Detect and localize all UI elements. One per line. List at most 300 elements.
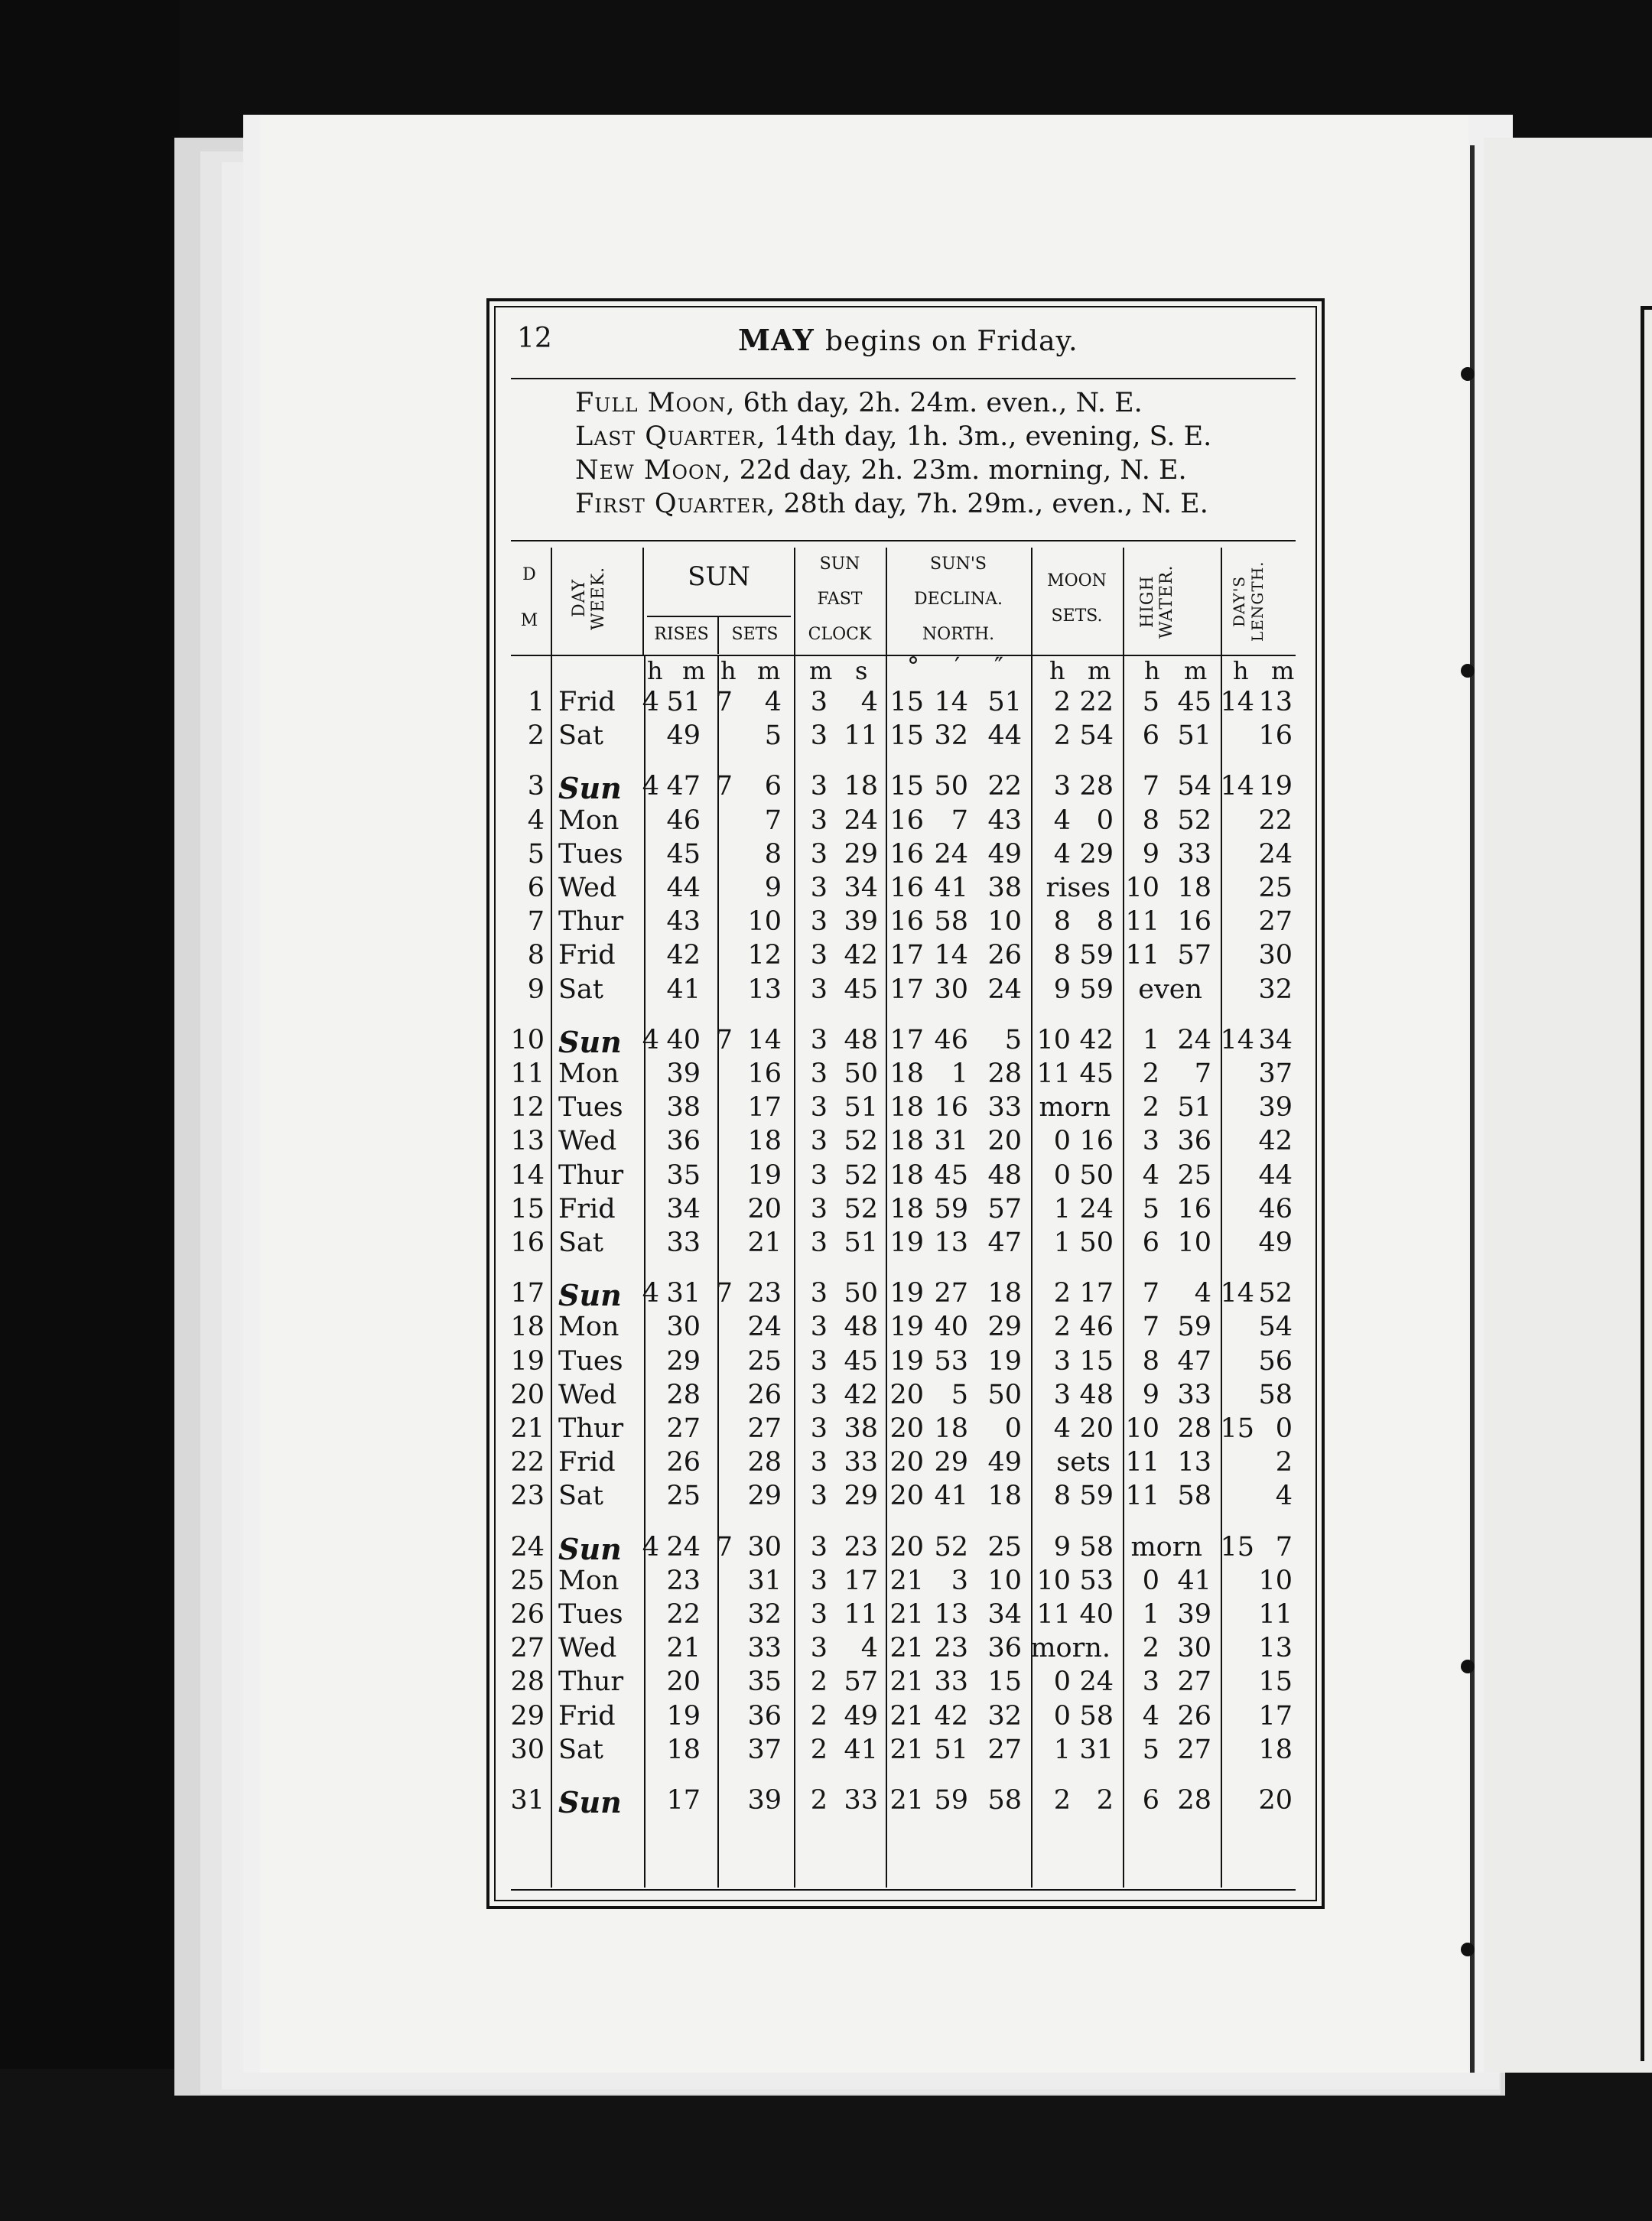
day-of-month-cell: 15 [510,1193,545,1224]
phase-details: , 22d day, 2h. 23m. morning, N. E. [722,455,1187,486]
declination-seconds-cell: 33 [987,1092,1022,1124]
high-water-hour-cell: 2 [1142,1092,1159,1124]
declination-degrees-cell: 20 [889,1481,924,1512]
weekday-cell: Sun [558,771,622,806]
declination-degrees-cell: 17 [889,940,924,971]
declination-degrees-cell: 19 [889,1312,924,1343]
day-length-hours-cell: 15 [1220,1413,1254,1444]
declination-degrees-cell: 21 [889,1599,924,1630]
declination-seconds-cell: 25 [987,1531,1022,1563]
high-water-minute-cell: 51 [1177,1092,1211,1124]
sunset-minute-cell: 29 [747,1481,782,1512]
high-water-minute-cell: 16 [1177,906,1211,938]
day-of-month-cell: 7 [527,906,545,938]
day-length-minutes-cell: 58 [1258,1379,1293,1410]
sun-fast-minutes-cell: 3 [810,1159,828,1191]
sunset-minute-cell: 16 [747,1058,782,1089]
high-water-minute-cell: 13 [1177,1447,1211,1478]
weekday-cell: Sun [558,1024,622,1059]
declination-degrees-cell: 21 [889,1700,924,1732]
day-of-month-cell: 29 [510,1700,545,1732]
weekday-cell: Tues [558,1599,623,1630]
table-row [511,839,1296,873]
weekday-cell: Frid [558,1193,616,1224]
high-water-hour-cell: 7 [1142,1278,1159,1309]
declination-seconds-cell: 27 [987,1734,1022,1765]
declination-seconds-cell: 19 [987,1345,1022,1377]
sun-fast-seconds-cell: 51 [844,1092,878,1124]
sun-fast-seconds-cell: 11 [844,720,878,752]
facing-page [1484,138,1652,2073]
table-bottom-rule [511,1889,1296,1891]
sunrise-minute-cell: 45 [666,838,701,870]
moon-hour-cell: 10 [1036,1565,1071,1596]
header-rule [1031,548,1032,655]
col-header-d: D [522,565,536,584]
sunrise-minute-cell: 40 [666,1024,701,1055]
col-header-sets: SETS [731,625,779,644]
day-length-minutes-cell: 32 [1258,974,1293,1005]
high-water-hour-cell: 5 [1142,687,1159,717]
declination-minutes-cell: 18 [934,1413,968,1444]
scan-background-left [0,0,180,2221]
header-rule [886,548,887,655]
table-row [511,1126,1296,1159]
declination-seconds-cell: 5 [1004,1024,1022,1055]
day-length-hours-cell: 14 [1220,1278,1254,1309]
weekday-cell: Sat [558,1228,603,1258]
sunrise-hour-cell: 4 [642,771,659,802]
day-length-hours-cell: 14 [1220,771,1254,802]
day-length-minutes-cell: 56 [1258,1345,1293,1377]
sunrise-minute-cell: 47 [666,771,701,802]
sun-fast-seconds-cell: 41 [844,1734,878,1765]
sunrise-minute-cell: 25 [666,1481,701,1512]
high-water-minute-cell: 27 [1177,1667,1211,1698]
high-water-hour-cell: 1 [1142,1024,1159,1055]
table-row [511,805,1296,839]
moon-hour-cell: 2 [1053,687,1071,717]
declination-degrees-cell: 18 [889,1126,924,1157]
sun-fast-minutes-cell: 3 [810,1345,828,1377]
moon-minute-cell: 2 [1096,1785,1114,1816]
declination-seconds-cell: 18 [987,1481,1022,1512]
declination-seconds-cell: 10 [987,906,1022,938]
declination-minutes-cell: 50 [934,771,968,802]
day-length-minutes-cell: 7 [1275,1531,1293,1563]
moon-minute-cell: 8 [1096,906,1114,938]
moon-hour-cell: 3 [1053,771,1071,802]
sun-fast-minutes-cell: 3 [810,771,828,802]
sun-fast-minutes-cell: 3 [810,1126,828,1157]
sun-fast-seconds-cell: 52 [844,1159,878,1191]
high-water-minute-cell: 59 [1177,1312,1211,1343]
table-row [511,1025,1296,1058]
high-water-hour-cell: 11 [1125,906,1159,938]
moon-minute-cell: 28 [1079,771,1114,802]
sun-fast-seconds-cell: 52 [844,1126,878,1157]
binding-gutter [1470,145,1475,2073]
table-row [511,1058,1296,1092]
sunrise-minute-cell: 35 [666,1159,701,1191]
sun-fast-minutes-cell: 2 [810,1734,828,1765]
declination-degrees-cell: 20 [889,1447,924,1478]
high-water-minute-cell: 45 [1177,687,1211,717]
day-of-month-cell: 23 [510,1481,545,1512]
moon-minute-cell: 24 [1079,1193,1114,1224]
high-water-hour-cell: 10 [1125,1413,1159,1444]
sunrise-hour-cell: 4 [642,1278,659,1309]
table-row [511,1160,1296,1194]
sunset-minute-cell: 28 [747,1447,782,1478]
moon-phases [575,386,1211,521]
month-begins-text: begins on Friday. [825,326,1078,357]
declination-minutes-cell: 27 [934,1278,968,1309]
sunset-hour-cell: 7 [715,1278,733,1309]
table-row [511,1566,1296,1599]
phase-name: Last Quarter [575,421,757,452]
weekday-cell: Thur [558,1413,624,1444]
high-water-hour-cell: 11 [1125,1481,1159,1512]
col-header-high-water: HIGH WATER. [1138,564,1176,639]
moon-minute-cell: 0 [1096,805,1114,836]
sun-fast-minutes-cell: 3 [810,1024,828,1055]
day-length-minutes-cell: 39 [1258,1092,1293,1124]
weekday-cell: Thur [558,1667,624,1698]
day-length-minutes-cell: 30 [1258,940,1293,971]
declination-minutes-cell: 41 [934,1481,968,1512]
declination-minutes-cell: 51 [934,1734,968,1765]
high-water-hour-cell: 3 [1142,1126,1159,1157]
sunset-minute-cell: 8 [764,838,782,870]
moon-minute-cell: 59 [1079,940,1114,971]
sunrise-minute-cell: 46 [666,805,701,836]
table-row [511,1735,1296,1768]
table-row [511,1481,1296,1514]
sun-fast-minutes-cell: 3 [810,838,828,870]
moon-hour-cell: 1 [1053,1193,1071,1224]
declination-seconds-cell: 29 [987,1312,1022,1343]
sunset-hour-cell: 7 [715,771,733,802]
declination-minutes-cell: 46 [934,1024,968,1055]
high-water-hour-cell: 2 [1142,1058,1159,1089]
moon-hour-cell: morn. [1030,1633,1111,1664]
moon-minute-cell: 42 [1079,1024,1114,1055]
declination-minutes-cell: 1 [951,1058,968,1089]
sunset-minute-cell: 39 [747,1785,782,1816]
sun-fast-seconds-cell: 50 [844,1058,878,1089]
header-rule [794,548,795,655]
day-length-minutes-cell: 11 [1258,1599,1293,1630]
table-top-rule [511,540,1296,541]
moon-phase-new [575,454,1211,487]
moon-hour-cell: 8 [1053,940,1071,971]
day-of-month-cell: 1 [527,687,545,717]
sun-fast-minutes-cell: 3 [810,974,828,1005]
declination-seconds-cell: 49 [987,838,1022,870]
high-water-minute-cell: 33 [1177,1379,1211,1410]
weekday-cell: Sun [558,1278,622,1313]
high-water-minute-cell: 41 [1177,1565,1211,1596]
high-water-minute-cell: 33 [1177,838,1211,870]
day-of-month-cell: 6 [527,873,545,903]
sun-fast-seconds-cell: 52 [844,1193,878,1224]
high-water-minute-cell: 18 [1177,873,1211,903]
high-water-hour-cell: 4 [1142,1159,1159,1191]
sunset-hour-cell: 7 [715,1531,733,1563]
moon-minute-cell: 22 [1079,687,1114,717]
unit-arcmin: ′ [954,652,961,681]
phase-details: , 28th day, 7h. 29m., even., N. E. [766,489,1208,519]
moon-minute-cell: 59 [1079,974,1114,1005]
sunrise-minute-cell: 41 [666,974,701,1005]
unit-h: h [1144,656,1160,685]
day-of-month-cell: 28 [510,1667,545,1698]
declination-seconds-cell: 43 [987,805,1022,836]
high-water-minute-cell: 25 [1177,1159,1211,1191]
col-header-sun-fast-3: CLOCK [808,625,872,644]
weekday-cell: Tues [558,1092,623,1124]
sunrise-minute-cell: 42 [666,940,701,971]
sun-fast-minutes-cell: 3 [810,1278,828,1309]
moon-hour-cell: 1 [1053,1734,1071,1765]
declination-seconds-cell: 26 [987,940,1022,971]
declination-seconds-cell: 57 [987,1193,1022,1224]
high-water-hour-cell: 7 [1142,771,1159,802]
sunrise-minute-cell: 26 [666,1447,701,1478]
table-row [511,1599,1296,1633]
declination-degrees-cell: 15 [889,687,924,717]
declination-seconds-cell: 51 [987,687,1022,717]
declination-minutes-cell: 45 [934,1159,968,1191]
table-row [511,1447,1296,1481]
sunset-hour-cell: 7 [715,687,733,717]
moon-minute-cell: 31 [1079,1734,1114,1765]
moon-minute-cell: 53 [1079,1565,1114,1596]
phase-name: First Quarter [575,489,767,519]
high-water-minute-cell: 24 [1177,1024,1211,1055]
day-length-minutes-cell: 0 [1275,1413,1293,1444]
day-of-month-cell: 20 [510,1379,545,1410]
page-title [738,323,1078,357]
table-row [511,1701,1296,1735]
moon-minute-cell: 46 [1079,1312,1114,1343]
sunrise-hour-cell: 4 [642,687,659,717]
sun-fast-seconds-cell: 34 [844,873,878,903]
day-length-minutes-cell: 27 [1258,906,1293,938]
declination-minutes-cell: 32 [934,720,968,752]
unit-degree: ° [907,652,919,681]
day-of-month-cell: 25 [510,1565,545,1596]
sunrise-minute-cell: 31 [666,1278,701,1309]
declination-seconds-cell: 34 [987,1599,1022,1630]
sun-fast-seconds-cell: 4 [860,1633,878,1664]
weekday-cell: Sun [558,1531,622,1566]
high-water-minute-cell: 36 [1177,1126,1211,1157]
sunset-minute-cell: 14 [747,1024,782,1055]
declination-seconds-cell: 24 [987,974,1022,1005]
high-water-hour-cell: 3 [1142,1667,1159,1698]
sunrise-minute-cell: 19 [666,1700,701,1732]
facing-page-border [1641,306,1652,2061]
day-length-minutes-cell: 10 [1258,1565,1293,1596]
header-bottom-rule [511,655,1296,656]
sun-fast-seconds-cell: 17 [844,1565,878,1596]
table-row [511,906,1296,940]
declination-degrees-cell: 17 [889,974,924,1005]
day-of-month-cell: 13 [510,1126,545,1157]
day-length-minutes-cell: 44 [1258,1159,1293,1191]
high-water-minute-cell: 30 [1177,1633,1211,1664]
day-length-minutes-cell: 54 [1258,1312,1293,1343]
moon-minute-cell: 48 [1079,1379,1114,1410]
day-of-month-cell: 27 [510,1633,545,1664]
sun-fast-seconds-cell: 4 [860,687,878,717]
sun-header-rule [647,616,791,617]
day-of-month-cell: 4 [527,805,545,836]
sunrise-minute-cell: 21 [666,1633,701,1664]
declination-degrees-cell: 21 [889,1633,924,1664]
moon-hour-cell: 1 [1053,1228,1071,1258]
declination-degrees-cell: 16 [889,906,924,938]
weekday-cell: Frid [558,940,616,971]
declination-degrees-cell: 20 [889,1531,924,1563]
moon-hour-cell: 8 [1053,1481,1071,1512]
col-header-sun-fast-1: SUN [819,554,860,574]
moon-hour-cell: 0 [1053,1700,1071,1732]
table-row [511,1278,1296,1312]
sun-fast-minutes-cell: 3 [810,1092,828,1124]
header-rule [551,548,552,655]
moon-hour-cell: morn [1039,1092,1111,1124]
col-header-days-length: DAY'S LENGTH. [1230,561,1267,642]
moon-hour-cell: 4 [1053,805,1071,836]
header-rule [642,548,644,655]
sunset-minute-cell: 23 [747,1278,782,1309]
high-water-minute-cell: 39 [1177,1599,1211,1630]
day-length-minutes-cell: 17 [1258,1700,1293,1732]
moon-hour-cell: 10 [1036,1024,1071,1055]
table-row [511,1532,1296,1566]
high-water-minute-cell: 7 [1194,1058,1211,1089]
declination-degrees-cell: 16 [889,805,924,836]
weekday-cell: Frid [558,1700,616,1732]
day-of-month-cell: 17 [510,1278,545,1309]
table-row [511,1413,1296,1447]
declination-degrees-cell: 21 [889,1667,924,1698]
sun-fast-seconds-cell: 49 [844,1700,878,1732]
sunrise-minute-cell: 38 [666,1092,701,1124]
declination-seconds-cell: 0 [1004,1413,1022,1444]
sun-fast-seconds-cell: 42 [844,1379,878,1410]
col-header-sun-fast-2: FAST [817,590,863,609]
moon-minute-cell: 50 [1079,1159,1114,1191]
high-water-hour-cell: 4 [1142,1700,1159,1732]
declination-seconds-cell: 36 [987,1633,1022,1664]
sunset-minute-cell: 30 [747,1531,782,1563]
day-of-month-cell: 18 [510,1312,545,1343]
moon-hour-cell: 2 [1053,1278,1071,1309]
high-water-minute-cell: 28 [1177,1413,1211,1444]
declination-seconds-cell: 50 [987,1379,1022,1410]
weekday-cell: Tues [558,1345,623,1377]
moon-hour-cell: 8 [1053,906,1071,938]
moon-minute-cell: 24 [1079,1667,1114,1698]
declination-degrees-cell: 16 [889,873,924,903]
sunrise-minute-cell: 24 [666,1531,701,1563]
declination-minutes-cell: 7 [951,805,968,836]
declination-minutes-cell: 24 [934,838,968,870]
moon-minute-cell: 54 [1079,720,1114,752]
sunrise-minute-cell: 18 [666,1734,701,1765]
sun-fast-seconds-cell: 23 [844,1531,878,1563]
sun-fast-seconds-cell: 24 [844,805,878,836]
high-water-hour-cell: 5 [1142,1193,1159,1224]
moon-hour-cell: 11 [1036,1599,1071,1630]
unit-h: h [1049,656,1065,685]
high-water-hour-cell: 8 [1142,805,1159,836]
day-of-month-cell: 31 [510,1785,545,1816]
moon-hour-cell: sets [1056,1447,1111,1478]
sunset-minute-cell: 37 [747,1734,782,1765]
col-header-rises: RISES [654,625,709,644]
day-of-month-cell: 24 [510,1531,545,1563]
day-of-month-cell: 12 [510,1092,545,1124]
sun-fast-minutes-cell: 3 [810,1633,828,1664]
sun-fast-seconds-cell: 18 [844,771,878,802]
declination-minutes-cell: 41 [934,873,968,903]
declination-degrees-cell: 20 [889,1413,924,1444]
high-water-hour-cell: 6 [1142,1785,1159,1816]
high-water-hour-cell: 7 [1142,1312,1159,1343]
day-length-minutes-cell: 46 [1258,1193,1293,1224]
moon-hour-cell: 4 [1053,1413,1071,1444]
high-water-minute-cell: 54 [1177,771,1211,802]
day-length-minutes-cell: 52 [1258,1278,1293,1309]
declination-seconds-cell: 32 [987,1700,1022,1732]
day-of-month-cell: 2 [527,720,545,752]
moon-hour-cell: 3 [1053,1345,1071,1377]
declination-degrees-cell: 19 [889,1278,924,1309]
moon-hour-cell: 2 [1053,720,1071,752]
high-water-hour-cell: 9 [1142,838,1159,870]
weekday-cell: Thur [558,906,624,938]
sun-fast-minutes-cell: 3 [810,873,828,903]
day-of-month-cell: 9 [527,974,545,1005]
unit-h: h [647,656,663,685]
moon-minute-cell: 50 [1079,1228,1114,1258]
sun-fast-minutes-cell: 3 [810,1228,828,1258]
declination-seconds-cell: 58 [987,1785,1022,1816]
declination-minutes-cell: 33 [934,1667,968,1698]
moon-minute-cell: 15 [1079,1345,1114,1377]
declination-minutes-cell: 53 [934,1345,968,1377]
sun-fast-minutes-cell: 3 [810,1531,828,1563]
sun-fast-seconds-cell: 45 [844,1345,878,1377]
high-water-minute-cell: 47 [1177,1345,1211,1377]
declination-degrees-cell: 19 [889,1345,924,1377]
declination-minutes-cell: 14 [934,940,968,971]
declination-seconds-cell: 49 [987,1447,1022,1478]
declination-seconds-cell: 15 [987,1667,1022,1698]
moon-hour-cell: 0 [1053,1667,1071,1698]
day-length-minutes-cell: 18 [1258,1734,1293,1765]
weekday-cell: Mon [558,1565,620,1596]
declination-seconds-cell: 38 [987,873,1022,903]
moon-hour-cell: 3 [1053,1379,1071,1410]
sunrise-minute-cell: 43 [666,906,701,938]
weekday-cell: Mon [558,805,620,836]
